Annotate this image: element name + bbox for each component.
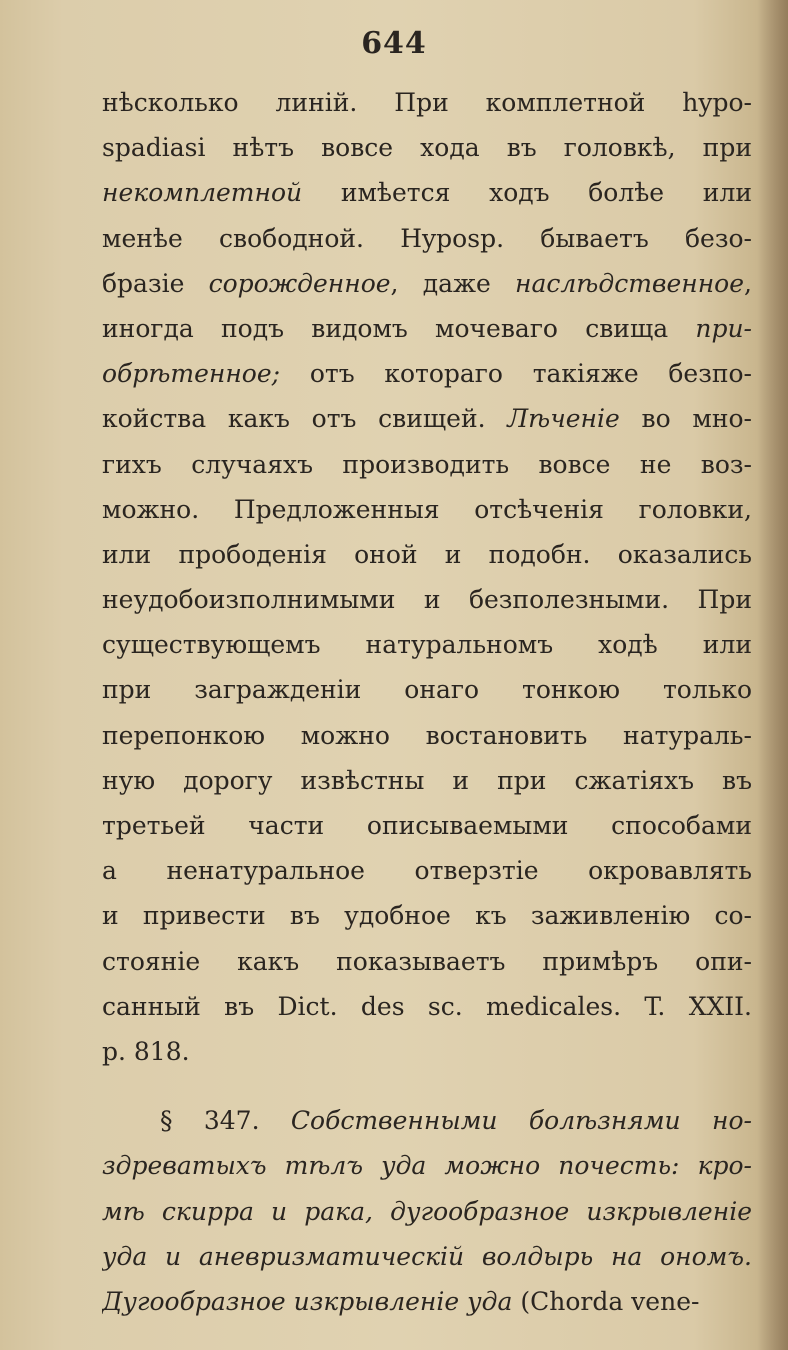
text-run: существующемъ натуральномъ ходѣ или — [102, 630, 752, 660]
italic-text: Собственными болѣзнями но- — [290, 1106, 752, 1136]
text-line — [102, 170, 752, 215]
text-run: нѣсколько линій. При комплетной hypo- — [102, 88, 752, 117]
paragraph-section-347 — [102, 1098, 752, 1324]
text-line — [102, 758, 752, 803]
text-run: , даже — [390, 268, 515, 298]
text-line — [102, 848, 752, 893]
italic-text: наслѣдственное — [515, 268, 745, 298]
text-run: , — [744, 268, 752, 298]
text-line — [102, 1029, 752, 1074]
italic-text: Дугообразное изкрывленіе уда — [102, 1286, 513, 1316]
text-run: и привести въ удобное къ заживленію со- — [102, 901, 752, 931]
italic-text: уда и аневризматическій волдырь на ономъ. — [102, 1241, 752, 1271]
text-line — [102, 125, 752, 170]
text-line — [102, 803, 752, 848]
text-run: перепонкою можно востановить натураль- — [102, 720, 752, 750]
page-number: 644 — [361, 26, 427, 61]
text-line — [102, 261, 752, 306]
italic-text: мѣ скирра и рака, дугообразное изкрывленіе — [102, 1196, 752, 1226]
text-line — [102, 487, 752, 532]
text-line — [102, 532, 752, 577]
text-line — [102, 939, 752, 984]
text-run: при загражденіи онаго тонкою только — [102, 675, 752, 705]
italic-text: некомплетной — [102, 178, 303, 208]
italic-text: Лѣченіе — [507, 404, 620, 434]
text-line — [102, 1143, 752, 1188]
text-run: койства какъ отъ свищей. — [102, 404, 508, 434]
text-line — [102, 667, 752, 712]
text-run: иногда подъ видомъ мочеваго свища — [102, 313, 696, 343]
text-run: гихъ случаяхъ производить вовсе не воз- — [102, 449, 752, 479]
text-line — [102, 80, 752, 125]
text-block — [102, 80, 752, 1324]
text-line — [102, 306, 752, 351]
italic-text: при- — [695, 313, 752, 343]
text-line — [102, 713, 752, 758]
text-line — [102, 442, 752, 487]
text-line — [102, 216, 752, 261]
text-run: можно. Предложенныя отсѣченія головки, — [102, 494, 752, 524]
italic-text: здреватыхъ тѣлъ уда можно почесть: кро- — [102, 1151, 752, 1181]
text-line — [102, 1234, 752, 1279]
text-run: отъ котораго такіяже безпо- — [280, 359, 752, 389]
text-line — [102, 1189, 752, 1234]
text-run: санный въ Dict. des sc. medicales. T. XXII. — [102, 991, 752, 1021]
text-run: менѣе свободной. Hyposp. бываетъ безо- — [102, 223, 752, 253]
text-run: (Chorda vene- — [512, 1286, 700, 1316]
text-run: во мно- — [619, 404, 752, 434]
text-line — [102, 1098, 752, 1143]
paragraph-hypospadias-treatment — [102, 80, 752, 1074]
text-run: а ненатуральное отверзтіе окровавлять — [102, 856, 752, 886]
text-run: стояніе какъ показываетъ примѣръ опи- — [102, 946, 752, 976]
text-run: бразіе — [102, 268, 209, 298]
paragraph-gap — [102, 1074, 752, 1098]
text-run: неудобоизполнимыми и безполезными. При — [102, 585, 752, 615]
text-run: или прободенія оной и подобн. оказались — [102, 539, 752, 569]
text-line — [102, 396, 752, 441]
italic-text: сорожденное — [208, 268, 391, 298]
text-run: имѣется ходъ болѣе или — [302, 178, 752, 208]
text-run: p. 818. — [102, 1036, 190, 1066]
italic-text: обрѣтенное; — [102, 359, 281, 389]
text-line — [102, 351, 752, 396]
text-line — [102, 622, 752, 667]
text-line — [102, 893, 752, 938]
text-run: spadiasi нѣтъ вовсе хода въ головкѣ, при — [102, 133, 752, 163]
text-line — [102, 577, 752, 622]
text-run: третьей части описываемыми способами — [102, 811, 752, 840]
text-run: ную дорогу извѣстны и при сжатіяхъ въ — [102, 765, 752, 795]
text-line — [102, 984, 752, 1029]
text-line — [102, 1279, 752, 1324]
text-run: § 347. — [160, 1106, 291, 1136]
page-edge-shadow — [758, 0, 788, 1350]
